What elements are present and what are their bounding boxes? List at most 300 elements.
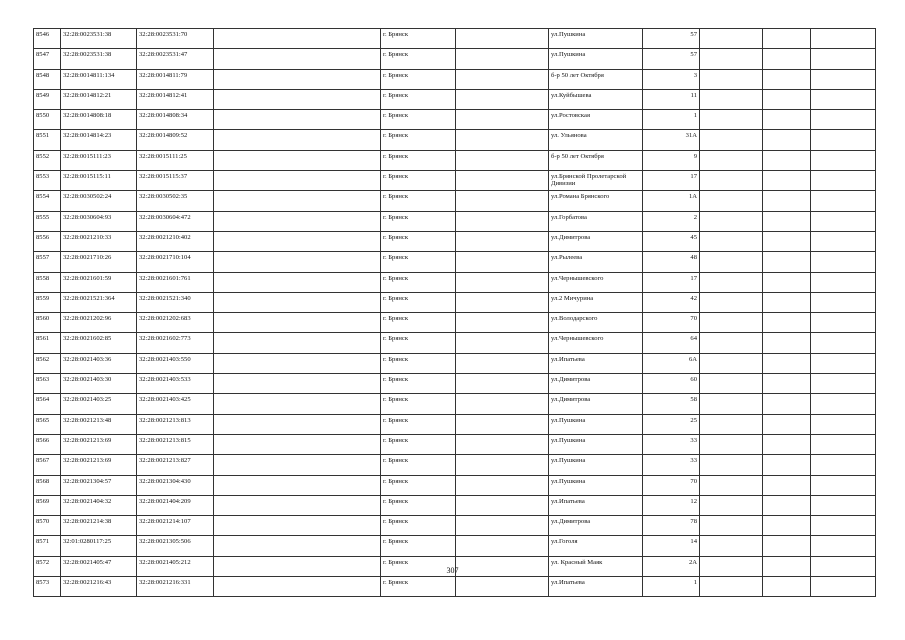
object-cadastral-number: 32:28:0014808:34 xyxy=(137,110,214,130)
object-cadastral-number: 32:28:0021213:827 xyxy=(137,455,214,475)
house-number: 48 xyxy=(643,252,700,272)
table-row xyxy=(34,414,876,434)
object-cadastral-number: 32:28:0021404:209 xyxy=(137,495,214,515)
object-cadastral-number: 32:28:0023531:47 xyxy=(137,49,214,69)
blank-cell xyxy=(811,313,876,333)
row-number: 8548 xyxy=(34,69,61,89)
street-cell: ул.Димитрова xyxy=(549,374,643,394)
page-number: 307 xyxy=(446,566,459,575)
blank-cell xyxy=(456,272,549,292)
city-cell: г. Брянск xyxy=(381,577,456,597)
blank-cell xyxy=(700,191,763,211)
blank-cell xyxy=(700,455,763,475)
street-cell: ул.Пушкина xyxy=(549,49,643,69)
table-row xyxy=(34,89,876,109)
cadastral-number: 32:28:0021210:33 xyxy=(61,231,137,251)
house-number: 64 xyxy=(643,333,700,353)
blank-cell xyxy=(811,49,876,69)
city-cell: г. Брянск xyxy=(381,434,456,454)
house-number: 3 xyxy=(643,69,700,89)
house-number: 60 xyxy=(643,374,700,394)
blank-cell xyxy=(456,211,549,231)
street-cell: ул. Красный Маяк xyxy=(549,556,643,576)
house-number: 70 xyxy=(643,475,700,495)
table-row xyxy=(34,333,876,353)
row-number: 8560 xyxy=(34,313,61,333)
house-number: 9 xyxy=(643,150,700,170)
cadastral-number: 32:28:0021403:36 xyxy=(61,353,137,373)
blank-cell xyxy=(214,455,381,475)
object-cadastral-number: 32:28:0021710:104 xyxy=(137,252,214,272)
blank-cell xyxy=(456,171,549,191)
house-number: 31А xyxy=(643,130,700,150)
table-row xyxy=(34,577,876,597)
blank-cell xyxy=(811,211,876,231)
object-cadastral-number: 32:28:0021210:402 xyxy=(137,231,214,251)
row-number: 8570 xyxy=(34,516,61,536)
object-cadastral-number: 32:28:0014811:79 xyxy=(137,69,214,89)
blank-cell xyxy=(456,49,549,69)
blank-cell xyxy=(700,374,763,394)
object-cadastral-number: 32:28:0021602:773 xyxy=(137,333,214,353)
object-cadastral-number: 32:28:0015111:25 xyxy=(137,150,214,170)
row-number: 8561 xyxy=(34,333,61,353)
object-cadastral-number: 32:28:0021304:430 xyxy=(137,475,214,495)
blank-cell xyxy=(811,292,876,312)
city-cell: г. Брянск xyxy=(381,130,456,150)
city-cell: г. Брянск xyxy=(381,150,456,170)
blank-cell xyxy=(700,150,763,170)
object-cadastral-number: 32:28:0021213:813 xyxy=(137,414,214,434)
city-cell: г. Брянск xyxy=(381,536,456,556)
blank-cell xyxy=(763,434,811,454)
house-number: 17 xyxy=(643,171,700,191)
cadastral-number: 32:28:0023531:38 xyxy=(61,29,137,49)
blank-cell xyxy=(700,353,763,373)
house-number: 57 xyxy=(643,29,700,49)
table-row xyxy=(34,536,876,556)
blank-cell xyxy=(214,434,381,454)
blank-cell xyxy=(763,374,811,394)
blank-cell xyxy=(456,313,549,333)
house-number: 6А xyxy=(643,353,700,373)
street-cell: ул.Ипатьева xyxy=(549,353,643,373)
blank-cell xyxy=(700,495,763,515)
blank-cell xyxy=(811,252,876,272)
table-row xyxy=(34,394,876,414)
blank-cell xyxy=(456,292,549,312)
street-cell: ул.Пушкина xyxy=(549,434,643,454)
row-number: 8566 xyxy=(34,434,61,454)
street-cell: ул.Романа Брянского xyxy=(549,191,643,211)
cadastral-number: 32:28:0015111:23 xyxy=(61,150,137,170)
blank-cell xyxy=(763,150,811,170)
blank-cell xyxy=(700,130,763,150)
blank-cell xyxy=(214,475,381,495)
cadastral-number: 32:28:0021304:57 xyxy=(61,475,137,495)
table-row xyxy=(34,252,876,272)
blank-cell xyxy=(214,89,381,109)
row-number: 8565 xyxy=(34,414,61,434)
street-cell: ул.Пушкина xyxy=(549,455,643,475)
street-cell: ул.Ипатьева xyxy=(549,577,643,597)
object-cadastral-number: 32:28:0021521:340 xyxy=(137,292,214,312)
house-number: 1 xyxy=(643,577,700,597)
blank-cell xyxy=(811,495,876,515)
table-row xyxy=(34,495,876,515)
object-cadastral-number: 32:28:0021216:331 xyxy=(137,577,214,597)
row-number: 8573 xyxy=(34,577,61,597)
cadastral-number: 32:28:0021521:364 xyxy=(61,292,137,312)
blank-cell xyxy=(700,414,763,434)
blank-cell xyxy=(456,231,549,251)
street-cell: ул. Ульянова xyxy=(549,130,643,150)
city-cell: г. Брянск xyxy=(381,516,456,536)
house-number: 33 xyxy=(643,434,700,454)
row-number: 8547 xyxy=(34,49,61,69)
blank-cell xyxy=(456,130,549,150)
table-row xyxy=(34,69,876,89)
blank-cell xyxy=(811,536,876,556)
blank-cell xyxy=(214,130,381,150)
street-cell: ул.Рылеева xyxy=(549,252,643,272)
blank-cell xyxy=(700,516,763,536)
object-cadastral-number: 32:28:0021202:683 xyxy=(137,313,214,333)
blank-cell xyxy=(700,89,763,109)
blank-cell xyxy=(700,231,763,251)
blank-cell xyxy=(763,211,811,231)
blank-cell xyxy=(763,353,811,373)
cadastral-number: 32:28:0021214:38 xyxy=(61,516,137,536)
blank-cell xyxy=(214,577,381,597)
cadastral-number: 32:28:0030502:24 xyxy=(61,191,137,211)
house-number: 58 xyxy=(643,394,700,414)
city-cell: г. Брянск xyxy=(381,333,456,353)
blank-cell xyxy=(214,353,381,373)
object-cadastral-number: 32:28:0021403:425 xyxy=(137,394,214,414)
blank-cell xyxy=(763,69,811,89)
city-cell: г. Брянск xyxy=(381,455,456,475)
blank-cell xyxy=(700,110,763,130)
row-number: 8572 xyxy=(34,556,61,576)
row-number: 8546 xyxy=(34,29,61,49)
blank-cell xyxy=(763,516,811,536)
blank-cell xyxy=(214,231,381,251)
city-cell: г. Брянск xyxy=(381,353,456,373)
street-cell: ул.Димитрова xyxy=(549,231,643,251)
object-cadastral-number: 32:28:0021601:761 xyxy=(137,272,214,292)
city-cell: г. Брянск xyxy=(381,495,456,515)
house-number: 14 xyxy=(643,536,700,556)
house-number: 33 xyxy=(643,455,700,475)
blank-cell xyxy=(700,171,763,191)
blank-cell xyxy=(811,272,876,292)
blank-cell xyxy=(214,333,381,353)
blank-cell xyxy=(214,171,381,191)
house-number: 70 xyxy=(643,313,700,333)
cadastral-number: 32:01:0280117:25 xyxy=(61,536,137,556)
street-cell: ул.Горбатова xyxy=(549,211,643,231)
row-number: 8559 xyxy=(34,292,61,312)
street-cell: ул.Димитрова xyxy=(549,516,643,536)
blank-cell xyxy=(214,374,381,394)
blank-cell xyxy=(700,475,763,495)
row-number: 8562 xyxy=(34,353,61,373)
object-cadastral-number: 32:28:0015115:37 xyxy=(137,171,214,191)
table-row xyxy=(34,313,876,333)
street-cell: ул.Брянской Пролетарской Дивизии xyxy=(549,171,643,191)
blank-cell xyxy=(214,69,381,89)
house-number: 17 xyxy=(643,272,700,292)
row-number: 8569 xyxy=(34,495,61,515)
table-row xyxy=(34,292,876,312)
blank-cell xyxy=(811,475,876,495)
blank-cell xyxy=(456,455,549,475)
city-cell: г. Брянск xyxy=(381,29,456,49)
blank-cell xyxy=(700,29,763,49)
house-number: 45 xyxy=(643,231,700,251)
blank-cell xyxy=(811,333,876,353)
blank-cell xyxy=(763,130,811,150)
blank-cell xyxy=(214,292,381,312)
blank-cell xyxy=(214,272,381,292)
cadastral-number: 32:28:0021403:30 xyxy=(61,374,137,394)
street-cell: б-р 50 лет Октября xyxy=(549,150,643,170)
blank-cell xyxy=(456,69,549,89)
cadastral-number: 32:28:0021216:43 xyxy=(61,577,137,597)
blank-cell xyxy=(811,434,876,454)
cadastral-number: 32:28:0021710:26 xyxy=(61,252,137,272)
blank-cell xyxy=(811,374,876,394)
table-row xyxy=(34,49,876,69)
cadastral-number: 32:28:0015115:11 xyxy=(61,171,137,191)
cadastral-number: 32:28:0023531:38 xyxy=(61,49,137,69)
blank-cell xyxy=(456,353,549,373)
blank-cell xyxy=(456,434,549,454)
blank-cell xyxy=(811,150,876,170)
city-cell: г. Брянск xyxy=(381,252,456,272)
street-cell: ул.Пушкина xyxy=(549,475,643,495)
city-cell: г. Брянск xyxy=(381,191,456,211)
cadastral-number: 32:28:0021213:69 xyxy=(61,434,137,454)
blank-cell xyxy=(763,272,811,292)
blank-cell xyxy=(763,171,811,191)
object-cadastral-number: 32:28:0021214:107 xyxy=(137,516,214,536)
blank-cell xyxy=(214,536,381,556)
blank-cell xyxy=(214,49,381,69)
object-cadastral-number: 32:28:0014809:52 xyxy=(137,130,214,150)
blank-cell xyxy=(811,577,876,597)
street-cell: б-р 50 лет Октября xyxy=(549,69,643,89)
blank-cell xyxy=(456,252,549,272)
city-cell: г. Брянск xyxy=(381,211,456,231)
table-row xyxy=(34,374,876,394)
row-number: 8567 xyxy=(34,455,61,475)
blank-cell xyxy=(763,577,811,597)
cadastral-number: 32:28:0014811:134 xyxy=(61,69,137,89)
row-number: 8549 xyxy=(34,89,61,109)
blank-cell xyxy=(811,171,876,191)
blank-cell xyxy=(763,191,811,211)
cadastral-number: 32:28:0021602:85 xyxy=(61,333,137,353)
house-number: 1А xyxy=(643,191,700,211)
table-row xyxy=(34,272,876,292)
table-row xyxy=(34,231,876,251)
city-cell: г. Брянск xyxy=(381,414,456,434)
row-number: 8556 xyxy=(34,231,61,251)
street-cell: ул.Куйбышева xyxy=(549,89,643,109)
blank-cell xyxy=(214,394,381,414)
street-cell: ул.Гоголя xyxy=(549,536,643,556)
blank-cell xyxy=(214,150,381,170)
table-row xyxy=(34,455,876,475)
city-cell: г. Брянск xyxy=(381,556,456,576)
house-number: 1 xyxy=(643,110,700,130)
blank-cell xyxy=(214,211,381,231)
object-cadastral-number: 32:28:0030604:472 xyxy=(137,211,214,231)
blank-cell xyxy=(456,414,549,434)
blank-cell xyxy=(763,29,811,49)
house-number: 12 xyxy=(643,495,700,515)
blank-cell xyxy=(811,69,876,89)
object-cadastral-number: 32:28:0021403:533 xyxy=(137,374,214,394)
row-number: 8564 xyxy=(34,394,61,414)
blank-cell xyxy=(700,394,763,414)
blank-cell xyxy=(214,191,381,211)
blank-cell xyxy=(214,110,381,130)
blank-cell xyxy=(456,29,549,49)
table-row xyxy=(34,171,876,191)
house-number: 78 xyxy=(643,516,700,536)
table-row xyxy=(34,475,876,495)
blank-cell xyxy=(811,353,876,373)
blank-cell xyxy=(700,577,763,597)
city-cell: г. Брянск xyxy=(381,374,456,394)
blank-cell xyxy=(811,130,876,150)
street-cell: ул.Пушкина xyxy=(549,29,643,49)
house-number: 11 xyxy=(643,89,700,109)
blank-cell xyxy=(214,252,381,272)
table-row xyxy=(34,110,876,130)
table-row xyxy=(34,191,876,211)
street-cell: ул.Чернышевского xyxy=(549,333,643,353)
row-number: 8551 xyxy=(34,130,61,150)
blank-cell xyxy=(763,536,811,556)
city-cell: г. Брянск xyxy=(381,231,456,251)
table-row xyxy=(34,434,876,454)
street-cell: ул.Димитрова xyxy=(549,394,643,414)
blank-cell xyxy=(456,516,549,536)
blank-cell xyxy=(763,414,811,434)
cadastral-number: 32:28:0014814:23 xyxy=(61,130,137,150)
city-cell: г. Брянск xyxy=(381,475,456,495)
cadastral-number: 32:28:0021213:48 xyxy=(61,414,137,434)
blank-cell xyxy=(456,475,549,495)
row-number: 8571 xyxy=(34,536,61,556)
row-number: 8557 xyxy=(34,252,61,272)
blank-cell xyxy=(214,414,381,434)
blank-cell xyxy=(763,455,811,475)
table-row xyxy=(34,516,876,536)
table-row xyxy=(34,211,876,231)
table-body xyxy=(34,29,876,597)
blank-cell xyxy=(456,110,549,130)
cadastral-number: 32:28:0021405:47 xyxy=(61,556,137,576)
blank-cell xyxy=(811,110,876,130)
blank-cell xyxy=(763,333,811,353)
cadastral-number: 32:28:0021213:69 xyxy=(61,455,137,475)
blank-cell xyxy=(811,394,876,414)
blank-cell xyxy=(214,29,381,49)
row-number: 8558 xyxy=(34,272,61,292)
blank-cell xyxy=(700,536,763,556)
row-number: 8550 xyxy=(34,110,61,130)
city-cell: г. Брянск xyxy=(381,394,456,414)
row-number: 8555 xyxy=(34,211,61,231)
cadastral-number: 32:28:0021404:32 xyxy=(61,495,137,515)
city-cell: г. Брянск xyxy=(381,110,456,130)
blank-cell xyxy=(456,577,549,597)
blank-cell xyxy=(456,374,549,394)
blank-cell xyxy=(700,333,763,353)
blank-cell xyxy=(456,394,549,414)
blank-cell xyxy=(700,252,763,272)
blank-cell xyxy=(700,313,763,333)
city-cell: г. Брянск xyxy=(381,49,456,69)
blank-cell xyxy=(763,394,811,414)
table-row xyxy=(34,353,876,373)
cadastral-number: 32:28:0014812:21 xyxy=(61,89,137,109)
street-cell: ул.Пушкина xyxy=(549,414,643,434)
blank-cell xyxy=(700,292,763,312)
row-number: 8568 xyxy=(34,475,61,495)
house-number: 42 xyxy=(643,292,700,312)
blank-cell xyxy=(456,191,549,211)
blank-cell xyxy=(456,89,549,109)
blank-cell xyxy=(811,29,876,49)
row-number: 8552 xyxy=(34,150,61,170)
cadastral-number: 32:28:0021601:59 xyxy=(61,272,137,292)
cadastral-number: 32:28:0014808:18 xyxy=(61,110,137,130)
blank-cell xyxy=(700,49,763,69)
blank-cell xyxy=(456,536,549,556)
city-cell: г. Брянск xyxy=(381,69,456,89)
city-cell: г. Брянск xyxy=(381,313,456,333)
street-cell: ул.Володарского xyxy=(549,313,643,333)
object-cadastral-number: 32:28:0021213:815 xyxy=(137,434,214,454)
blank-cell xyxy=(763,49,811,69)
blank-cell xyxy=(763,231,811,251)
blank-cell xyxy=(214,313,381,333)
house-number: 2 xyxy=(643,211,700,231)
blank-cell xyxy=(214,516,381,536)
object-cadastral-number: 32:28:0014812:41 xyxy=(137,89,214,109)
blank-cell xyxy=(763,495,811,515)
blank-cell xyxy=(700,434,763,454)
row-number: 8553 xyxy=(34,171,61,191)
city-cell: г. Брянск xyxy=(381,292,456,312)
cadastral-number: 32:28:0021202:96 xyxy=(61,313,137,333)
blank-cell xyxy=(763,313,811,333)
blank-cell xyxy=(456,333,549,353)
city-cell: г. Брянск xyxy=(381,89,456,109)
blank-cell xyxy=(763,252,811,272)
blank-cell xyxy=(811,516,876,536)
street-cell: ул.2 Мичурина xyxy=(549,292,643,312)
house-number: 25 xyxy=(643,414,700,434)
street-cell: ул.Ростовская xyxy=(549,110,643,130)
city-cell: г. Брянск xyxy=(381,171,456,191)
